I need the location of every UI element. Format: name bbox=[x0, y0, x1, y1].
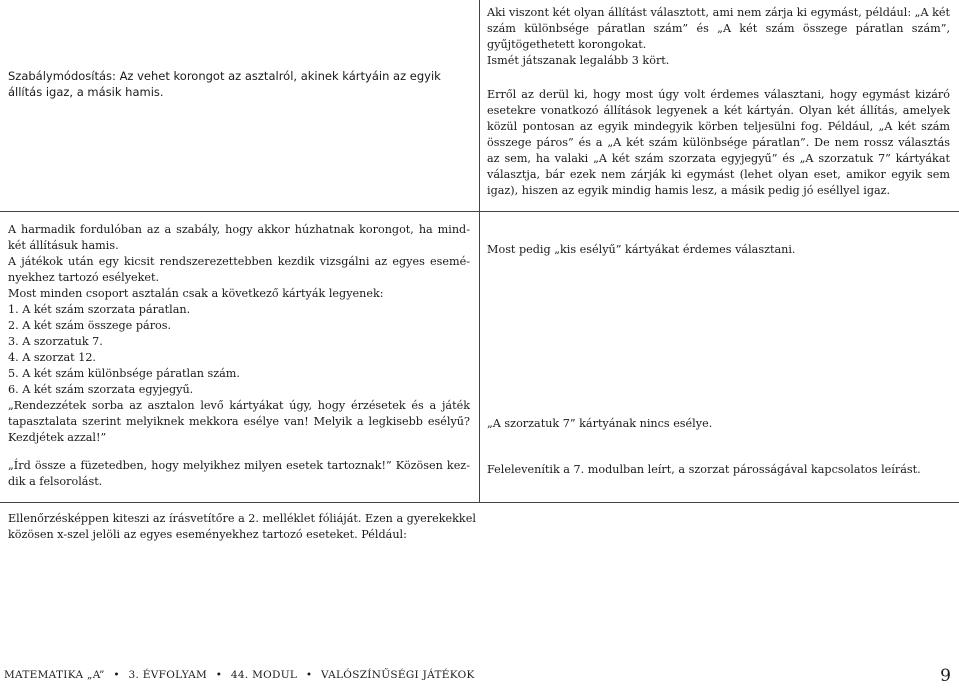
instruction-notebook: „Írd össze a füzetedben, hogy melyikhez milyen esetek tartoznak!” Közösen kez-dik a felsorolást. bbox=[8, 459, 470, 488]
paragraph-low-chance: Most pedig „kis esélyű” kártyákat érdemes választani. bbox=[487, 243, 796, 256]
top-right-cell bbox=[487, 5, 950, 199]
paragraph-third-round: A harmadik fordulóban az a szabály, hogy akkor húzhatnak korongot, ha mind-két állításuk hamis. bbox=[8, 223, 470, 252]
paragraph-conclusion: Erről az derül ki, hogy most úgy volt érdemes választani, hogy egymást kizáró esetekre vonatkozó állítások legyenek a két kártyán. Olyan két állítás, amelyek közül pontosan az egyik mindegyik körben teljesülni fog. Például, „A két szám összege páros” és a „A két szám különbsége páratlan”. De nem rossz választás az sem, ha valaki „A két szám szorzata egyjegyű” és „A szorzatuk 7” kártyákat választja, bár ezek nem zárják ki egymást (lehet olyan eset, amikor egyik sem igaz), hiszen az egyik mindig hamis lesz, a másik pedig jó eséllyel igaz. bbox=[487, 88, 950, 197]
footer-subject: MATEMATIKA „A” bbox=[4, 669, 105, 681]
middle-right-recall bbox=[487, 462, 950, 478]
paragraph-recall-module: Felelevenítik a 7. modulban leírt, a szorzat párosságával kapcsolatos leírást. bbox=[487, 463, 921, 476]
paragraph-check: Ellenőrzésképpen kiteszi az írásvetítőre a 2. melléklet fóliáját. Ezen a gyerekekkel közösen x-szel jelöli az egyes eseményekhez tartozó eseteket. Például: bbox=[8, 512, 476, 541]
list-item: 6. A két szám szorzata egyjegyű. bbox=[8, 383, 194, 396]
card-list bbox=[8, 302, 470, 398]
list-item: 3. A szorzatuk 7. bbox=[8, 335, 103, 348]
list-item: 2. A két szám összege páros. bbox=[8, 319, 172, 332]
page-number: 9 bbox=[940, 666, 951, 686]
middle-right-cell bbox=[487, 242, 950, 258]
row-divider-middle bbox=[0, 502, 959, 503]
paragraph-systematic: A játékok után egy kicsit rendszerezettebben kezdik vizsgálni az egyes esemé-nyekhez tartozó esélyeket. bbox=[8, 255, 470, 284]
bullet-separator: • bbox=[215, 669, 223, 681]
page-footer bbox=[4, 669, 475, 681]
list-item: 4. A szorzat 12. bbox=[8, 351, 96, 364]
bottom-text bbox=[8, 511, 478, 543]
list-item: 5. A két szám különbsége páratlan szám. bbox=[8, 367, 240, 380]
bullet-separator: • bbox=[113, 669, 120, 681]
row-divider-top bbox=[0, 211, 959, 212]
quote-order-cards: „Rendezzétek sorba az asztalon levő kártyákat úgy, hogy érzésetek és a játék tapasztalata szerint melyiknek mekkora esélye van! Melyik a legkisebb esélyű? Kezdjétek azzal!” bbox=[8, 399, 470, 444]
footer-grade: 3. ÉVFOLYAM bbox=[128, 669, 208, 681]
column-divider bbox=[479, 0, 480, 502]
rule-modification: Szabálymódosítás: Az vehet korongot az asztalról, akinek kártyáin az egyik állítás igaz, a másik hamis. bbox=[8, 69, 441, 99]
footer-topic: VALÓSZÍNŰSÉGI JÁTÉKOK bbox=[320, 669, 475, 681]
middle-right-no-chance bbox=[487, 416, 950, 432]
paragraph-no-chance: „A szorzatuk 7” kártyának nincs esélye. bbox=[487, 417, 713, 430]
middle-left-cell bbox=[8, 222, 470, 490]
list-item: 1. A két szám szorzata páratlan. bbox=[8, 303, 191, 316]
bullet-separator: • bbox=[305, 669, 313, 681]
paragraph-cards-intro: Most minden csoport asztalán csak a következő kártyák legyenek: bbox=[8, 287, 384, 300]
paragraph-rounds: Ismét játszanak legalább 3 kört. bbox=[487, 54, 670, 67]
paragraph-nonexclusive: Aki viszont két olyan állítást választott, ami nem zárja ki egymást, például: „A két szám különbsége páratlan szám” és „A két szám összege páratlan szám”, gyűjtögethetett korongokat. bbox=[487, 6, 950, 51]
footer-module: 44. MODUL bbox=[230, 669, 298, 681]
top-left-cell bbox=[8, 68, 470, 100]
